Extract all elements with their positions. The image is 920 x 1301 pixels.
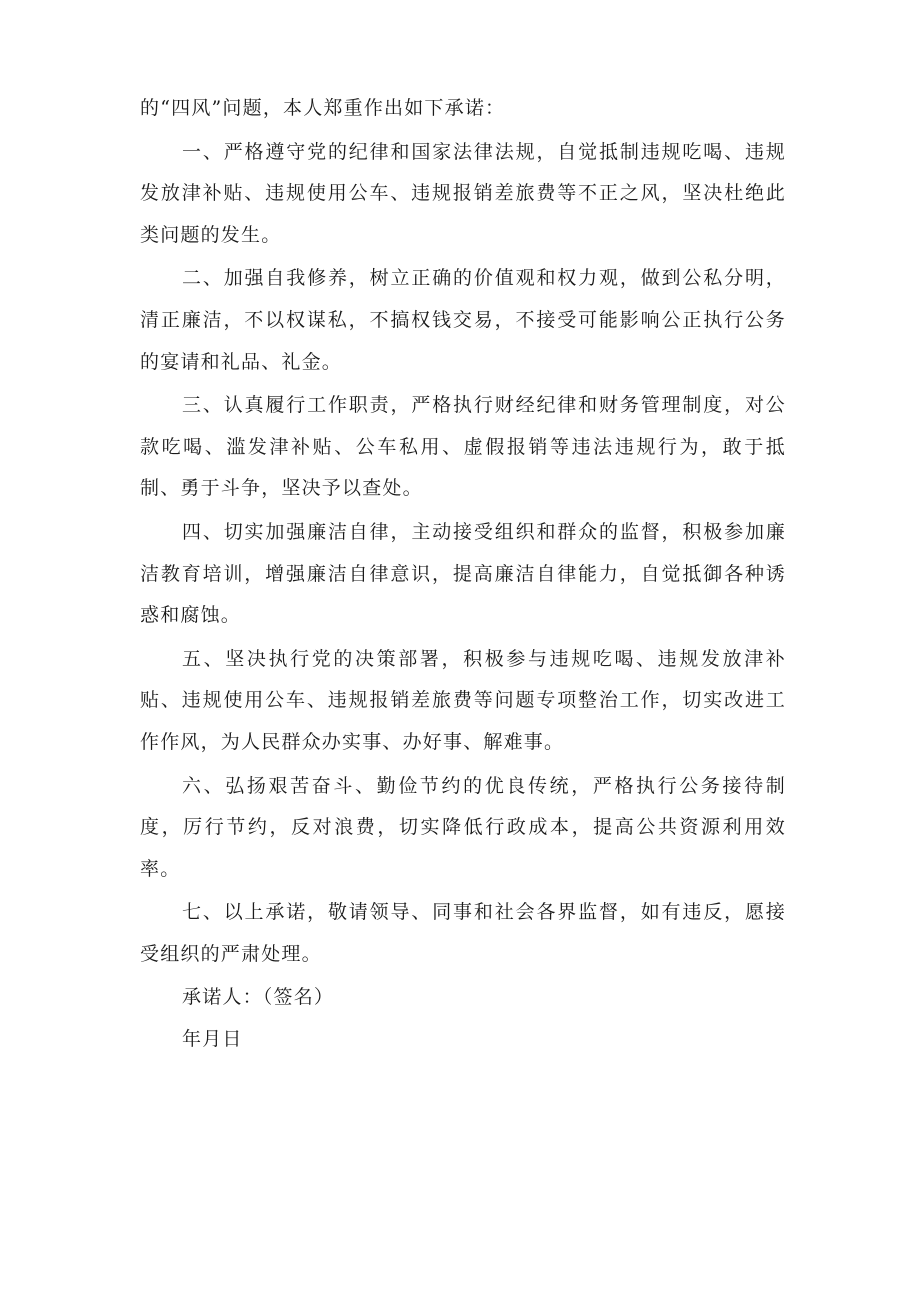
- commitment-item-5: 五、坚决执行党的决策部署，积极参与违规吃喝、违规发放津补贴、违规使用公车、违规报销差旅费等问题专项整治工作，切实改进工作作风，为人民群众办实事、办好事、解难事。: [140, 647, 786, 753]
- commitment-item-4: 四、切实加强廉洁自律，主动接受组织和群众的监督，积极参加廉洁教育培训，增强廉洁自律意识，提高廉洁自律能力，自觉抵御各种诱惑和腐蚀。: [140, 520, 786, 627]
- intro-paragraph: 的“四风”问题，本人郑重作出如下承诺：: [140, 97, 506, 119]
- commitment-item-6: 六、弘扬艰苦奋斗、勤俭节约的优良传统，严格执行公务接待制度，厉行节约，反对浪费，切实降低行政成本，提高公共资源利用效率。: [140, 774, 786, 880]
- commitment-item-7: 七、以上承诺，敬请领导、同事和社会各界监督，如有违反，愿接受组织的严肃处理。: [140, 901, 786, 965]
- date-line: 年月日: [182, 1028, 243, 1051]
- document-page: [140, 88, 786, 1061]
- commitment-item-3: 三、认真履行工作职责，严格执行财经纪律和财务管理制度，对公款吃喝、滥发津补贴、公车私用、虚假报销等违法违规行为，敢于抵制、勇于斗争，坚决予以查处。: [140, 394, 786, 500]
- signature-line: 承诺人：（签名）: [182, 986, 335, 1009]
- commitment-item-2: 二、加强自我修养，树立正确的价值观和权力观，做到公私分明，清正廉洁，不以权谋私，不搞权钱交易，不接受可能影响公正执行公务的宴请和礼品、礼金。: [140, 267, 786, 373]
- commitment-item-1: 一、严格遵守党的纪律和国家法律法规，自觉抵制违规吃喝、违规发放津补贴、违规使用公车、违规报销差旅费等不正之风，坚决杜绝此类问题的发生。: [140, 140, 786, 246]
